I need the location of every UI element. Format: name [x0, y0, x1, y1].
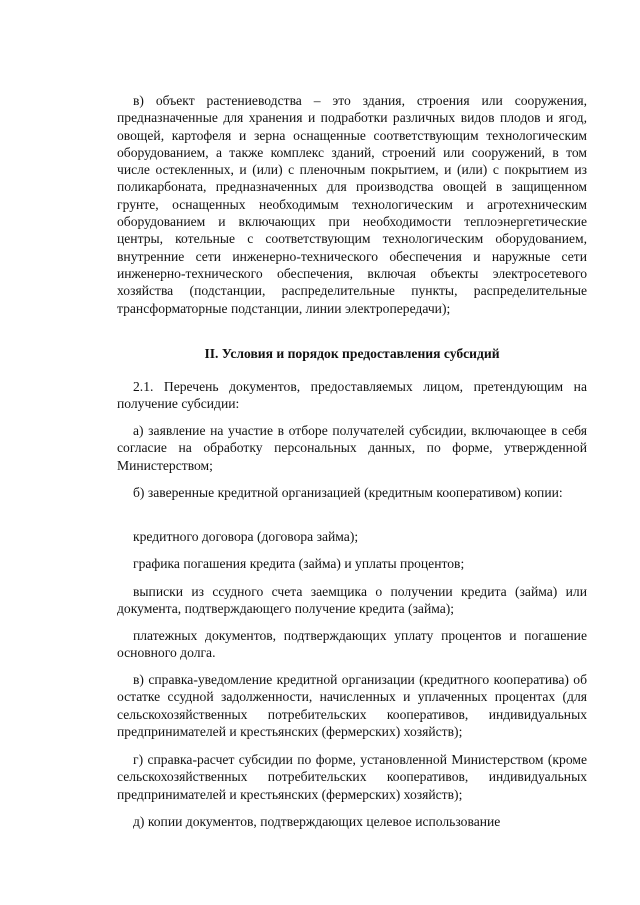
paragraph-extract: выписки из ссудного счета заемщика о получении кредита (займа) или документа, подтверждающего получение кредита (займа);: [117, 584, 587, 617]
paragraph-payments: платежных документов, подтверждающих уплату процентов и погашение основного долга.: [117, 628, 587, 661]
paragraph-schedule: графика погашения кредита (займа) и уплаты процентов;: [133, 556, 465, 571]
paragraph-d: д) копии документов, подтверждающих целевое использование: [133, 814, 501, 829]
paragraph-a: а) заявление на участие в отборе получателей субсидии, включающее в себя согласие на обработку персональных данных, по форме, утвержденной Министерством;: [117, 423, 587, 473]
paragraph-credit-contract: кредитного договора (договора займа);: [133, 529, 359, 544]
paragraph-v-notice: в) справка-уведомление кредитной организации (кредитного кооператива) об остатке ссудной задолженности, начисленных и уплаченных процентах (для сельскохозяйственных потребительских кооперативов, индивидуальных предпринимателей и крестьянских (фермерских) хозяйств);: [117, 672, 587, 739]
paragraph-g: г) справка-расчет субсидии по форме, установленной Министерством (кроме сельскохозяйственных потребительских кооперативов, индивидуальных предпринимателей и крестьянских (фермерских) хозяйств);: [117, 752, 587, 802]
paragraph-v-object: в) объект растениеводства – это здания, строения или сооружения, предназначенные для хранения и подработки различных видов плодов и ягод, овощей, картофеля и зерна оснащенные соответствующим технологическим оборудованием, а также комплекс зданий, строений или сооружений, в том числе остекленных, и (или) с пленочным покрытием, и (или) с покрытием из поликарбоната, предназначенных для производства овощей в защищенном грунте, оснащенных необходимым технологическим и агротехническим оборудованием и включающих при необходимости теплоэнергетические центры, котельные с соответствующим технологическим оборудованием, внутренние сети инженерно-технического обеспечения и наружные сети инженерно-технического обеспечения, включая объекты электросетевого хозяйства (подстанции, распределительные пункты, распределительные трансформаторные подстанции, линии электропередачи);: [117, 93, 587, 316]
paragraph-2-1: 2.1. Перечень документов, предоставляемых лицом, претендующим на получение субсидии:: [117, 379, 587, 412]
paragraph-b: б) заверенные кредитной организацией (кредитным кооперативом) копии:: [133, 485, 563, 500]
section-heading: II. Условия и порядок предоставления субсидий: [204, 346, 500, 361]
